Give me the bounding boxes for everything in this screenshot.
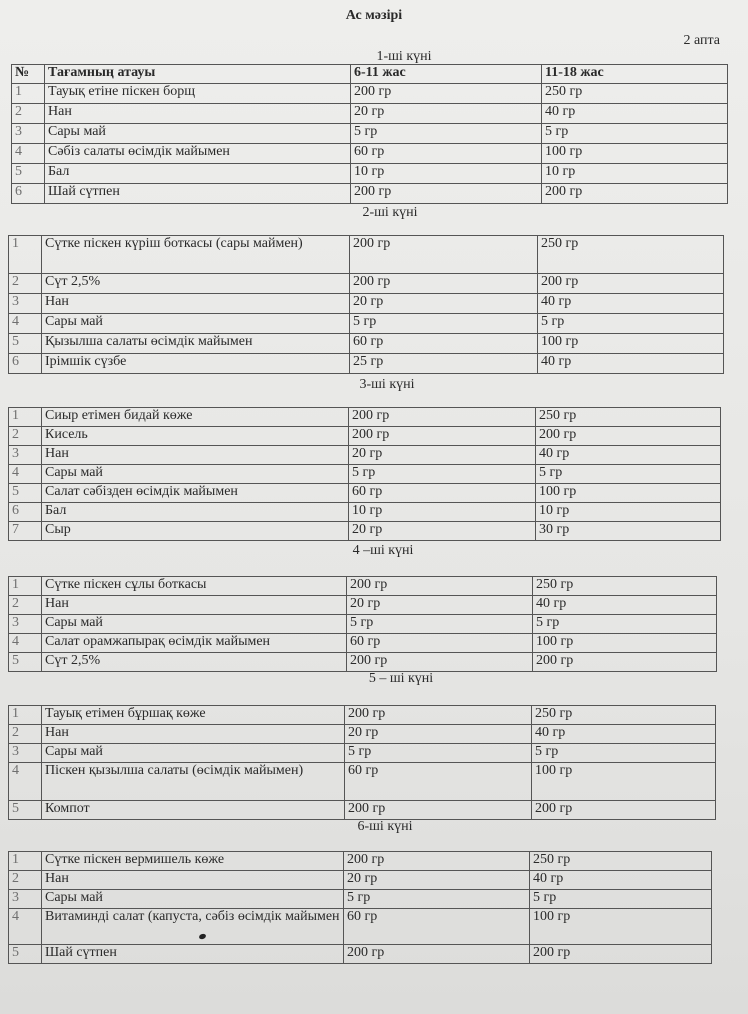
table-cell: 6	[9, 354, 42, 374]
table-cell: 5 гр	[345, 744, 532, 763]
table-cell: 6	[9, 503, 42, 522]
table-row	[9, 294, 724, 314]
table-cell: 40 гр	[538, 294, 724, 314]
header-no: №	[12, 65, 45, 84]
table-cell: 200 гр	[344, 945, 530, 964]
table-cell: 4	[9, 763, 42, 801]
table-cell: 2	[9, 725, 42, 744]
table-cell: 2	[12, 104, 45, 124]
table-cell: 100 гр	[532, 763, 716, 801]
table-cell: 100 гр	[530, 909, 712, 945]
table-cell: 20 гр	[350, 294, 538, 314]
table-cell: 200 гр	[530, 945, 712, 964]
table-row	[9, 446, 721, 465]
table-cell: 25 гр	[350, 354, 538, 374]
table-cell: 5 гр	[349, 465, 536, 484]
table-cell: Салат сәбізден өсімдік майымен	[42, 484, 349, 503]
table-row	[12, 104, 728, 124]
table-cell: 20 гр	[344, 871, 530, 890]
day-2-table	[8, 235, 724, 374]
table-cell: 200 гр	[347, 653, 533, 672]
table-cell: 1	[9, 408, 42, 427]
table-cell: Сүт 2,5%	[42, 653, 347, 672]
table-cell: 40 гр	[530, 871, 712, 890]
table-row	[9, 909, 712, 945]
table-cell: 5	[9, 801, 42, 820]
table-cell: Піскен қызылша салаты (өсімдік майымен)	[42, 763, 345, 801]
table-cell: 200 гр	[532, 801, 716, 820]
table-cell: 3	[9, 615, 42, 634]
table-row	[12, 124, 728, 144]
table-cell: 3	[9, 744, 42, 763]
header-dish: Тағамның атауы	[45, 65, 351, 84]
table-row	[9, 465, 721, 484]
table-cell: 4	[9, 909, 42, 945]
table-cell: Сүтке піскен күріш боткасы (сары маймен)	[42, 236, 350, 274]
day-4-table	[8, 576, 717, 672]
table-cell: 250 гр	[533, 577, 717, 596]
table-cell: Нан	[42, 725, 345, 744]
table-row	[9, 890, 712, 909]
table-row	[9, 334, 724, 354]
table-cell: 40 гр	[538, 354, 724, 374]
table-cell: 4	[9, 314, 42, 334]
table-cell: 100 гр	[542, 144, 728, 164]
table-cell: 5	[9, 653, 42, 672]
table-cell: 200 гр	[345, 706, 532, 725]
table-cell: 200 гр	[345, 801, 532, 820]
table-cell: 250 гр	[536, 408, 721, 427]
table-cell: Сары май	[42, 314, 350, 334]
table-cell: 1	[9, 577, 42, 596]
day-5-label: 5 – ші күні	[368, 671, 434, 686]
table-cell: Шай сүтпен	[45, 184, 351, 204]
table-cell: Сары май	[45, 124, 351, 144]
table-row	[9, 314, 724, 334]
table-cell: 200 гр	[351, 184, 542, 204]
day-3-label: 3-ші күні	[359, 377, 415, 392]
table-row	[12, 144, 728, 164]
table-cell: 60 гр	[349, 484, 536, 503]
table-cell: 250 гр	[538, 236, 724, 274]
table-cell: Компот	[42, 801, 345, 820]
week-label: 2 апта	[683, 33, 720, 48]
table-cell: 200 гр	[533, 653, 717, 672]
day-6-label: 6-ші күні	[357, 819, 413, 834]
table-cell: 5	[9, 945, 42, 964]
table-cell: 100 гр	[536, 484, 721, 503]
table-row	[9, 354, 724, 374]
table-row	[12, 184, 728, 204]
table-cell: 1	[9, 706, 42, 725]
table-cell: Бал	[42, 503, 349, 522]
table-cell: 3	[9, 446, 42, 465]
table-cell: 2	[9, 871, 42, 890]
table-row	[9, 852, 712, 871]
day-5-table	[8, 705, 716, 820]
table-row	[9, 744, 716, 763]
table-cell: Тауық етімен бұршақ көже	[42, 706, 345, 725]
table-cell: 100 гр	[538, 334, 724, 354]
table-cell: 5 гр	[532, 744, 716, 763]
table-cell: 60 гр	[351, 144, 542, 164]
table-row	[9, 596, 717, 615]
table-row	[9, 706, 716, 725]
table-cell: 40 гр	[536, 446, 721, 465]
table-cell: 200 гр	[538, 274, 724, 294]
table-cell: 5	[12, 164, 45, 184]
table-cell: 10 гр	[542, 164, 728, 184]
table-cell: Нан	[45, 104, 351, 124]
table-cell: 5 гр	[542, 124, 728, 144]
table-cell: 5 гр	[536, 465, 721, 484]
day-3-table	[8, 407, 721, 541]
table-cell: 30 гр	[536, 522, 721, 541]
table-cell: 20 гр	[347, 596, 533, 615]
table-cell: Нан	[42, 446, 349, 465]
table-cell: Тауық етіне піскен борщ	[45, 84, 351, 104]
table-cell: 5 гр	[350, 314, 538, 334]
table-cell: 200 гр	[351, 84, 542, 104]
table-cell: 4	[9, 465, 42, 484]
table-cell: Сәбіз салаты өсімдік майымен	[45, 144, 351, 164]
table-cell: 3	[9, 294, 42, 314]
table-cell: 6	[12, 184, 45, 204]
table-cell: 40 гр	[532, 725, 716, 744]
day-1-label: 1-ші күні	[376, 49, 432, 64]
table-cell: 200 гр	[542, 184, 728, 204]
table-cell: 60 гр	[344, 909, 530, 945]
table-row	[9, 484, 721, 503]
table-cell: 250 гр	[530, 852, 712, 871]
table-cell: Витаминді салат (капуста, сәбіз өсімдік майымен	[42, 909, 344, 945]
table-cell: 2	[9, 596, 42, 615]
table-cell: 20 гр	[345, 725, 532, 744]
table-row	[9, 725, 716, 744]
table-header-row	[12, 65, 728, 84]
header-age-6-11: 6-11 жас	[351, 65, 542, 84]
table-cell: 200 гр	[349, 408, 536, 427]
table-cell: 20 гр	[351, 104, 542, 124]
table-cell: 60 гр	[347, 634, 533, 653]
table-cell: 1	[9, 236, 42, 274]
table-cell: Сары май	[42, 465, 349, 484]
table-cell: Сүтке піскен сұлы боткасы	[42, 577, 347, 596]
table-cell: 5	[9, 484, 42, 503]
day-6-table	[8, 851, 712, 964]
table-cell: 10 гр	[351, 164, 542, 184]
table-cell: Сиыр етімен бидай көже	[42, 408, 349, 427]
table-cell: Сары май	[42, 615, 347, 634]
table-cell: Сыр	[42, 522, 349, 541]
table-cell: 20 гр	[349, 446, 536, 465]
table-cell: 5	[9, 334, 42, 354]
table-cell: 200 гр	[350, 274, 538, 294]
day-2-label: 2-ші күні	[362, 205, 418, 220]
table-row	[9, 427, 721, 446]
table-cell: 1	[12, 84, 45, 104]
table-cell: 5 гр	[351, 124, 542, 144]
table-row	[9, 236, 724, 274]
table-cell: 4	[9, 634, 42, 653]
table-row	[9, 408, 721, 427]
table-cell: 5 гр	[530, 890, 712, 909]
table-row	[9, 653, 717, 672]
table-row	[9, 871, 712, 890]
header-age-11-18: 11-18 жас	[542, 65, 728, 84]
table-row	[9, 274, 724, 294]
table-cell: 1	[9, 852, 42, 871]
table-cell: Салат орамжапырақ өсімдік майымен	[42, 634, 347, 653]
table-cell: 5 гр	[533, 615, 717, 634]
table-cell: 5 гр	[347, 615, 533, 634]
table-cell: Нан	[42, 596, 347, 615]
table-cell: Нан	[42, 871, 344, 890]
table-cell: Қызылша салаты өсімдік майымен	[42, 334, 350, 354]
table-row	[9, 503, 721, 522]
page-title: Ас мәзірі	[345, 8, 403, 23]
table-cell: Сүт 2,5%	[42, 274, 350, 294]
table-cell: 2	[9, 274, 42, 294]
table-row	[9, 577, 717, 596]
table-cell: 4	[12, 144, 45, 164]
table-cell: 3	[12, 124, 45, 144]
table-cell: 60 гр	[345, 763, 532, 801]
table-cell: 5 гр	[538, 314, 724, 334]
table-cell: 250 гр	[532, 706, 716, 725]
table-cell: Бал	[45, 164, 351, 184]
table-cell: 250 гр	[542, 84, 728, 104]
table-cell: 10 гр	[349, 503, 536, 522]
table-cell: 200 гр	[347, 577, 533, 596]
table-cell: Сары май	[42, 890, 344, 909]
table-cell: 100 гр	[533, 634, 717, 653]
table-cell: 200 гр	[536, 427, 721, 446]
table-cell: Шай сүтпен	[42, 945, 344, 964]
table-cell: Сары май	[42, 744, 345, 763]
table-cell: 3	[9, 890, 42, 909]
table-cell: 20 гр	[349, 522, 536, 541]
table-row	[9, 615, 717, 634]
table-cell: 200 гр	[349, 427, 536, 446]
table-row	[9, 522, 721, 541]
table-cell: 10 гр	[536, 503, 721, 522]
table-cell: 200 гр	[350, 236, 538, 274]
table-row	[12, 164, 728, 184]
table-cell: Кисель	[42, 427, 349, 446]
table-row	[12, 84, 728, 104]
table-cell: 200 гр	[344, 852, 530, 871]
table-cell: 40 гр	[542, 104, 728, 124]
day-4-label: 4 –ші күні	[352, 543, 414, 558]
table-cell: 5 гр	[344, 890, 530, 909]
table-cell: Нан	[42, 294, 350, 314]
table-row	[9, 945, 712, 964]
table-cell: Сүтке піскен вермишель көже	[42, 852, 344, 871]
day-1-table	[11, 64, 728, 204]
table-row	[9, 634, 717, 653]
table-row	[9, 801, 716, 820]
table-row	[9, 763, 716, 801]
table-cell: 2	[9, 427, 42, 446]
table-cell: Ірімшік сүзбе	[42, 354, 350, 374]
table-cell: 40 гр	[533, 596, 717, 615]
table-cell: 7	[9, 522, 42, 541]
table-cell: 60 гр	[350, 334, 538, 354]
